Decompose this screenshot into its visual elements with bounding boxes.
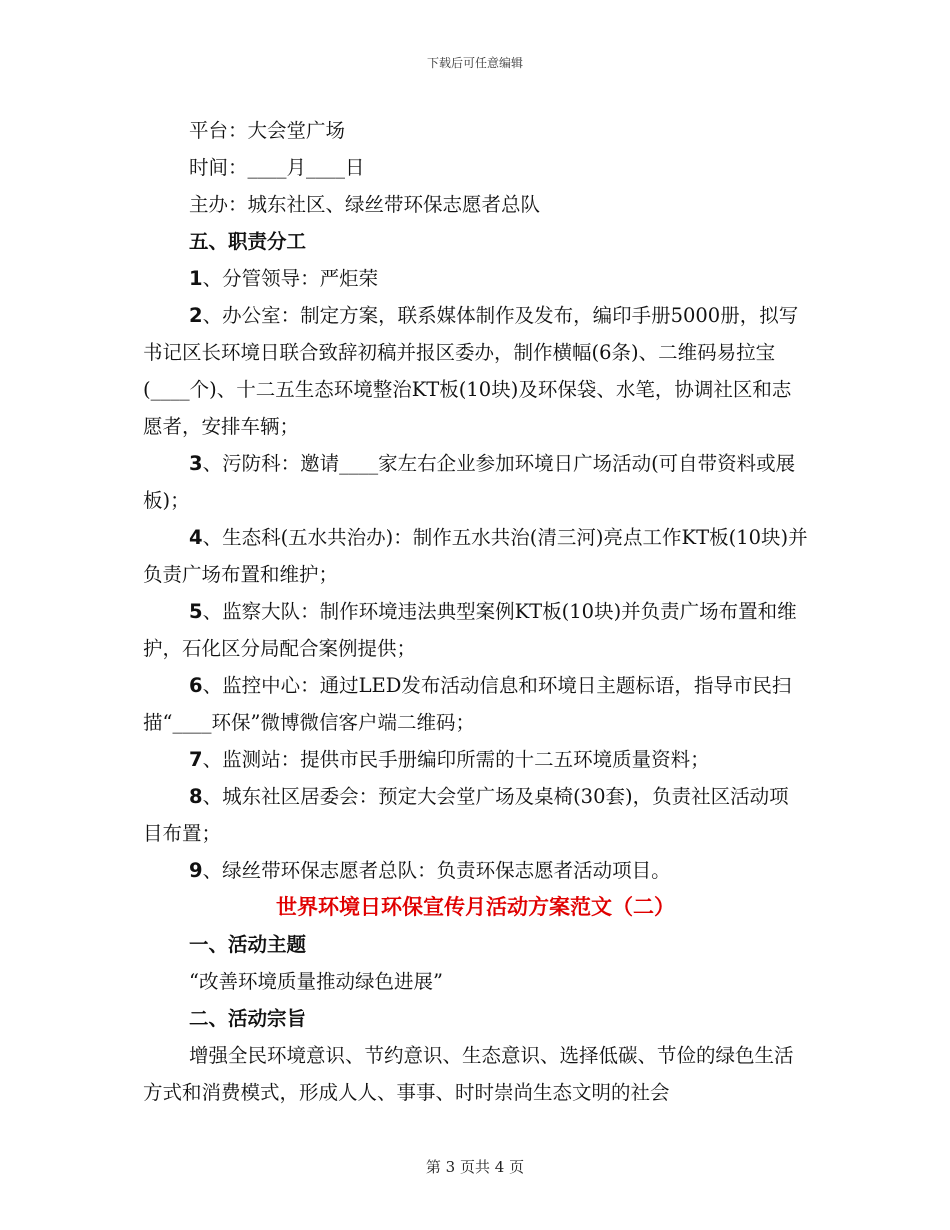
duty-item [143, 778, 808, 852]
duty-number: 6 [189, 674, 203, 697]
duty-text: 、绿丝带环保志愿者总队：负责环保志愿者活动项目。 [202, 859, 671, 882]
duty-number: 7 [189, 748, 203, 771]
duty-text: 、分管领导：严炬荣 [202, 267, 379, 290]
duty-item [143, 593, 808, 667]
purpose-text: 增强全民环境意识、节约意识、生态意识、选择低碳、节俭的绿色生活方式和消费模式，形成人人、事事、时时崇尚生态文明的社会 [143, 1044, 794, 1104]
duty-text: 、监察大队：制作环境违法典型案例KT板(10块)并负责广场布置和维护，石化区分局配合案例提供； [143, 600, 797, 660]
time-line: 时间：____月____日 [189, 156, 365, 179]
duty-text: 、办公室：制定方案，联系媒体制作及发布，编印手册5000册，拟写书记区长环境日联合致辞初稿并报区委办，制作横幅(6条)、二维码易拉宝(____个)、十二五生态环境整治KT板(10块)及环保袋、水笔，协调社区和志愿者，安排车辆； [143, 304, 799, 438]
platform-line: 平台：大会堂广场 [189, 119, 346, 142]
duty-item [143, 297, 808, 445]
page-header: 下载后可任意编辑 [426, 56, 523, 70]
duty-text: 、污防科：邀请____家左右企业参加环境日广场活动(可自带资料或展板)； [143, 452, 796, 512]
duty-item [143, 445, 808, 519]
duty-item [143, 741, 808, 778]
duty-number: 9 [189, 859, 203, 882]
section-heading-theme: 一、活动主题 [189, 933, 307, 956]
theme-text: “改善环境质量推动绿色进展” [189, 970, 443, 993]
duty-text: 、城东社区居委会：预定大会堂广场及桌椅(30套)，负责社区活动项目布置； [143, 785, 789, 845]
duty-text: 、生态科(五水共治办)：制作五水共治(清三河)亮点工作KT板(10块)并负责广场布置和维护； [143, 526, 808, 586]
duty-item [143, 260, 808, 297]
section-heading-duties: 五、职责分工 [189, 230, 307, 253]
page-footer: 第 3 页共 4 页 [425, 1158, 525, 1176]
duty-text: 、监测站：提供市民手册编印所需的十二五环境质量资料； [202, 748, 710, 771]
duty-number: 4 [189, 526, 203, 549]
duty-number: 3 [189, 452, 203, 475]
document-body [143, 112, 808, 1111]
duty-number: 5 [189, 600, 203, 623]
duty-number: 1 [189, 267, 203, 290]
duty-item [143, 667, 808, 741]
duty-text: 、监控中心：通过LED发布活动信息和环境日主题标语，指导市民扫描“____环保”微博微信客户端二维码； [143, 674, 792, 734]
duty-item [143, 852, 808, 889]
document-title: 世界环境日环保宣传月活动方案范文（二） [276, 895, 675, 919]
duty-number: 2 [189, 304, 203, 327]
section-heading-purpose: 二、活动宗旨 [189, 1007, 307, 1030]
duty-number: 8 [189, 785, 203, 808]
host-line: 主办：城东社区、绿丝带环保志愿者总队 [189, 193, 541, 216]
duty-item [143, 519, 808, 593]
